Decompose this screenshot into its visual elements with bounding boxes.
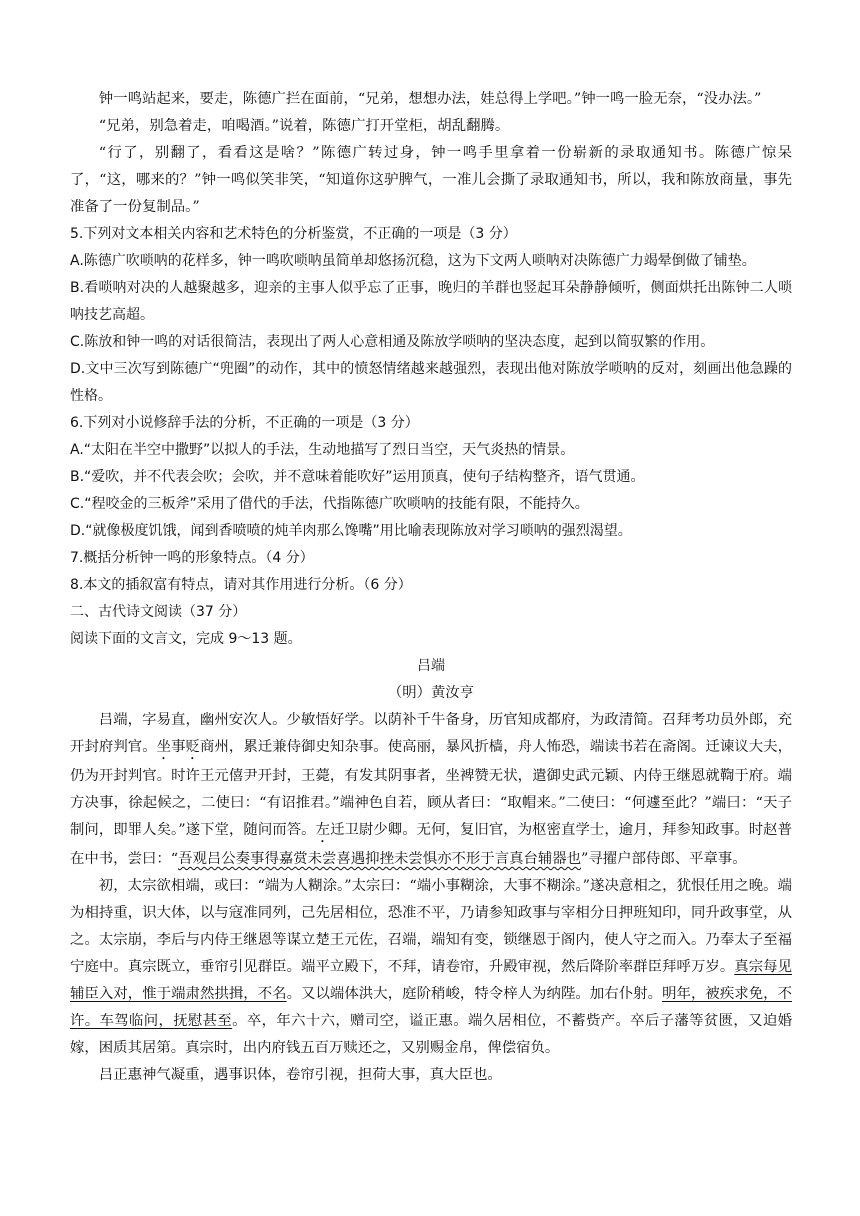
question-6-option-b: B.“爱吹，并不代表会吹；会吹，并不意味着能吹好”运用顶真，使句子结构整齐，语气贯通。 — [70, 469, 645, 485]
question-8: 8.本文的插叙富有特点，请对其作用进行分析。（6 分） — [70, 577, 412, 593]
wavy-underlined-sentence: 吾观吕公奏事得嘉赏未尝喜遇抑挫未尝惧亦不形于言真台辅器也 — [178, 851, 582, 867]
classical-p1-text-3: 商州，累迁兼侍御史知杂事。使高丽，暴风折樯，舟人怖恐，端读书若在斋阁。迁谏议大夫，仍为开封判官。时许王元僖尹开封，王薨，有发其阴事者，坐裨赞无状，遣御史武元颖、内侍王继恩就鞫于府。端方决事，徐起候之，二使曰：“有诏推君。”端神色自若，顾从者曰：“取帽来。”二使曰：“何遽至此？”端曰：“天子制问，即罪人矣。”遂下堂，随问而答。 — [70, 739, 792, 838]
question-6-option-a: A.“太阳在半空中撒野”以拟人的手法，生动地描写了烈日当空，天气炎热的情景。 — [70, 442, 575, 458]
exam-page — [70, 86, 792, 1089]
section-2-instruction: 阅读下面的文言文，完成 9～13 题。 — [70, 631, 302, 647]
section-2-heading: 二、古代诗文阅读（37 分） — [70, 604, 247, 620]
question-5-option-b: B.看唢呐对决的人越聚越多，迎亲的主事人似乎忘了正事，晚归的羊群也竖起耳朵静静倾听，侧面烘托出陈钟二人唢呐技艺高超。 — [70, 280, 792, 323]
question-6-option-d: D.“就像极度饥饿，闻到香喷喷的炖羊肉那么馋嘴”用比喻表现陈放对学习唢呐的强烈渴望。 — [70, 523, 632, 539]
story-paragraph-2: “兄弟，别急着走，咱喝酒。”说着，陈德广打开堂柜，胡乱翻腾。 — [98, 118, 510, 134]
story-paragraph-1: 钟一鸣站起来，要走，陈德广拦在面前，“兄弟，想想办法，娃总得上学吧。”钟一鸣一脸无奈，“没办法。” — [98, 91, 762, 107]
question-5-option-a: A.陈德广吹唢呐的花样多，钟一鸣吹唢呐虽简单却悠扬沉稳，这为下文两人唢呐对决陈德广力竭晕倒做了铺垫。 — [70, 253, 756, 269]
question-6-stem: 6.下列对小说修辞手法的分析，不正确的一项是（3 分） — [70, 415, 419, 431]
classical-p1-text-2: 事 — [171, 739, 186, 755]
question-5-option-c: C.陈放和钟一鸣的对话很简洁，表现出了两人心意相通及陈放学唢呐的坚决态度，起到以简驭繁的作用。 — [70, 334, 715, 350]
story-paragraph-3: “行了，别翻了，看看这是啥？”陈德广转过身，钟一鸣手里拿着一份崭新的录取通知书。陈德广惊呆了，“这，哪来的？”钟一鸣似笑非笑，“知道你这驴脾气，一准儿会撕了录取通知书，所以，我和陈放商量，事先准备了一份复制品。” — [70, 145, 792, 215]
classical-paragraph-3: 吕正惠神气凝重，遇事识体，卷帘引视，担荷大事，真大臣也。 — [98, 1067, 502, 1083]
classical-paragraph-2 — [70, 873, 792, 1062]
classical-p2-text-3: 。卒，年六十六，赠司空，谥正惠。端久居相位，不蓄赀产。卒后子藩等贫匮，又迫婚嫁，困质其居第。真宗时，出内府钱五百万赎还之，又别赐金帛，俾偿宿负。 — [70, 1013, 792, 1056]
underlined-sentence-1: 真宗每见辅臣入对，惟于端肃然拱揖，不名 — [70, 959, 792, 1002]
classical-p1-text-5: ”寻擢户部侍郎、平章事。 — [581, 851, 747, 867]
underlined-sentence-2: 明年，被疾求免，不许。车驾临问，抚慰甚至 — [70, 986, 792, 1029]
question-5-stem: 5.下列对文本相关内容和艺术特色的分析鉴赏，不正确的一项是（3 分） — [70, 226, 517, 242]
dotted-word-2: 贬 — [185, 739, 200, 755]
classical-paragraph-1 — [70, 707, 792, 873]
classical-p2-text-2: 。又以端体洪大，庭阶稍峻，特令梓人为纳陛。加右仆射。 — [286, 986, 663, 1002]
passage-title: 吕端 — [417, 658, 445, 674]
question-6-option-c: C.“程咬金的三板斧”采用了借代的手法，代指陈德广吹唢呐的技能有限，不能持久。 — [70, 496, 589, 512]
passage-author: （明）黄汝亨 — [387, 685, 475, 701]
classical-p1-text-1: 吕端，字易直，幽州安次人。少敏悟好学。以荫补千牛备身，历官知成都府，为政清简。召拜考功员外郎，充开封府判官。 — [70, 712, 792, 755]
question-7: 7.概括分析钟一鸣的形象特点。（4 分） — [70, 550, 314, 566]
dotted-word-3: 左 — [315, 822, 331, 838]
classical-p1-text-4: 迁卫尉少卿。无何，复旧官，为枢密直学士，逾月，拜参知政事。时赵普在中书，尝曰：“ — [70, 822, 792, 867]
question-5-option-d: D.文中三次写到陈德广“兜圈”的动作，其中的愤怒情绪越来越强烈，表现出他对陈放学唢呐的反对，刻画出他急躁的性格。 — [70, 361, 792, 404]
dotted-word-1: 坐 — [156, 739, 172, 755]
classical-p2-text-1: 初，太宗欲相端，或曰：“端为人糊涂。”太宗曰：“端小事糊涂，大事不糊涂。”遂决意相之，犹恨任用之晚。端为相持重，识大体，以与寇准同列，己先居相位，恐准不平，乃请参知政事与宰相分日押班知印，同升政事堂，从之。太宗崩，李后与内侍王继恩等谋立楚王元佐，召端，端知有变，锁继恩于阁内，使人守之而入。乃奉太子至福宁庭中。真宗既立，垂帘引见群臣。端平立殿下，不拜，请卷帘，升殿审视，然后降阶率群臣拜呼万岁。 — [70, 878, 792, 975]
